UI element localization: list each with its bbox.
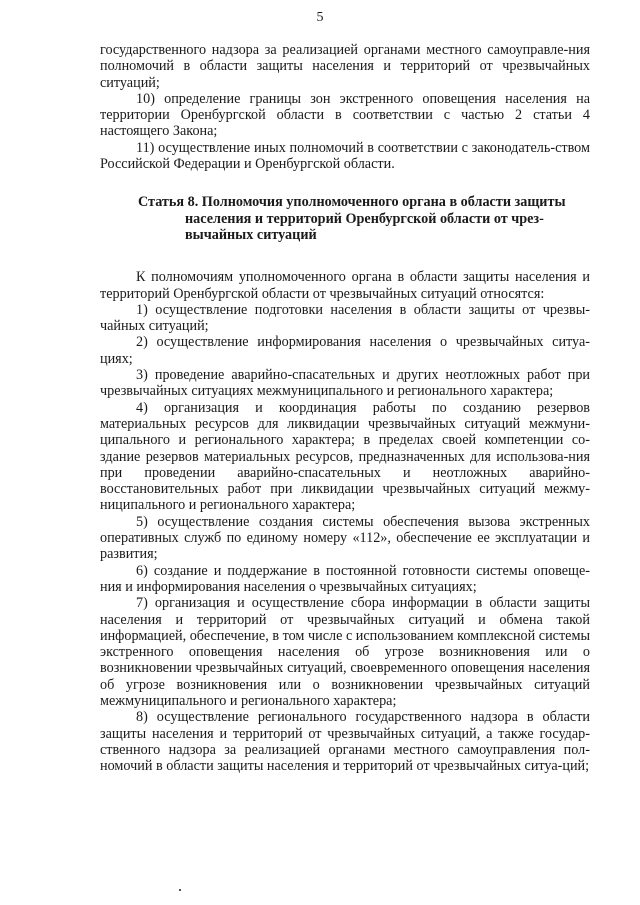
document-body (100, 42, 590, 774)
paragraph-item-3: 3) проведение аварийно-спасательных и других неотложных работ при чрезвычайных ситуациях межмуниципального и регионального характера; (100, 367, 590, 400)
paragraph-item-10: 10) определение границы зон экстренного оповещения населения на территории Оренбургской области в соответствии с частью 2 статьи 4 настоящего Закона; (100, 90, 590, 140)
paragraph-item-5: 5) осуществление создания системы обеспечения вызова экстренных оперативных служб по единому номеру «112», обеспечение ее эксплуатации и развития; (100, 513, 590, 563)
article-title-line2: населения и территорий Оренбургской области от чрез-вычайных ситуаций (185, 210, 544, 243)
article-title-line1: Статья 8. Полномочия уполномоченного органа в области защиты (138, 194, 566, 211)
paragraph-item-2: 2) осуществление информирования населения о чрезвычайных ситуа-циях; (100, 334, 590, 367)
scan-speck (179, 889, 181, 891)
page-number: 5 (316, 10, 324, 25)
paragraph-item-6: 6) создание и поддержание в постоянной готовности системы оповеще-ния и информирования населения о чрезвычайных ситуациях; (100, 562, 590, 595)
paragraph-item-8: 8) осуществление регионального государственного надзора в области защиты населения и территорий от чрезвычайных ситуаций, а также государ-ственного надзора за реализацией органами местного самоуправления пол-номочий в области защиты населения и территорий от чрезвычайных ситуа-ций; (100, 709, 590, 775)
article-heading (100, 194, 590, 243)
paragraph-item-4: 4) организация и координация работы по созданию резервов материальных ресурсов для ликвидации чрезвычайных ситуаций межмуни-ципального и регионального характера; в пределах своей компетенции со-здание резервов материальных ресурсов, предназначенных для использова-ния при проведении аварийно-спасательных и неотложных аварийно-восстановительных работ при ликвидации чрезвычайных ситуаций межму-ниципального и регионального характера; (100, 399, 590, 514)
paragraph-intro: К полномочиям уполномоченного органа в области защиты населения и территорий Оренбургской области от чрезвычайных ситуаций относятся: (100, 269, 590, 302)
paragraph-item-1: 1) осуществление подготовки населения в области защиты от чрезвы-чайных ситуаций; (100, 301, 590, 335)
paragraph-item-11: 11) осуществление иных полномочий в соответствии с законодатель-ством Российской Федерации и Оренбургской области. (100, 139, 590, 173)
paragraph-continuation: государственного надзора за реализацией органами местного самоуправле-ния полномочий в области защиты населения и территорий от чрезвычайных ситуаций; (100, 42, 590, 91)
paragraph-item-7: 7) организация и осуществление сбора информации в области защиты населения и территорий от чрезвычайных ситуаций и обмена такой информацией, обеспечение, в том числе с использованием комплексной системы экстренного оповещения населения об угрозе возникновения или о возникновении чрезвычайных ситуаций, своевременного оповещения населения об угрозе возникновения или о возникновении чрезвычайных ситуаций межмуниципального и регионального характера; (100, 595, 590, 709)
